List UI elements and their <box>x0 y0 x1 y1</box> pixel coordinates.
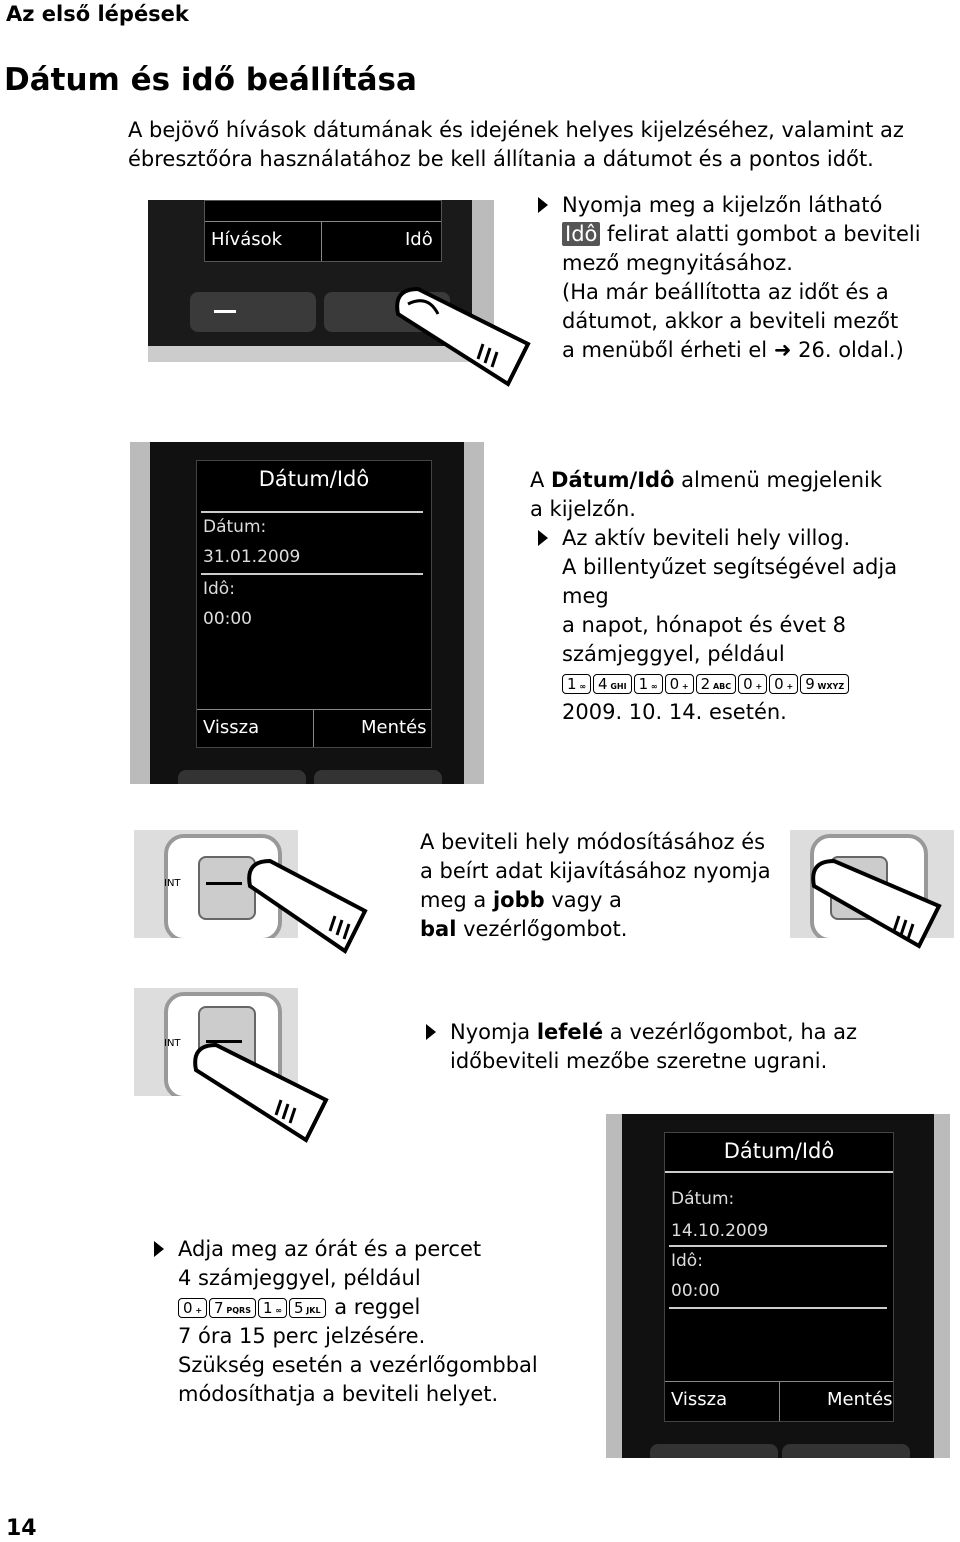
bullet-arrow-icon <box>154 1241 164 1257</box>
step2-instructions <box>530 524 950 727</box>
time-label: Idô: <box>671 1251 703 1271</box>
softkey-save-label: Mentés <box>827 1389 893 1410</box>
date-label: Dátum: <box>203 517 267 537</box>
text: meg a <box>420 888 493 912</box>
step5-text <box>178 1235 558 1409</box>
keypad-key: 0 + <box>178 1298 207 1318</box>
keypad-key: 0 + <box>665 674 694 694</box>
text: vezérlőgombot. <box>456 917 628 941</box>
bold-term: Dátum/Idô <box>551 468 675 492</box>
display-key-label: Idô <box>562 222 600 246</box>
keypad-key: 5 JKL <box>289 1298 326 1318</box>
phone-display <box>204 200 442 262</box>
step2-line: a kijelzőn. <box>530 497 636 521</box>
step5-line: a reggel <box>334 1295 421 1319</box>
step4-line: időbeviteli mezőbe szeretne ugrani. <box>450 1049 828 1073</box>
text: a vezérlőgombot, ha az <box>603 1020 858 1044</box>
bullet-arrow-icon <box>426 1024 436 1040</box>
step2-line: a napot, hónapot és évet 8 <box>562 613 846 637</box>
finger-press-icon <box>804 856 944 956</box>
step3-line <box>420 886 780 915</box>
keypad-key: 9 WXYZ <box>800 674 849 694</box>
keypad-key: 0 + <box>738 674 767 694</box>
bold-term: lefelé <box>536 1020 604 1044</box>
step1-note: dátumot, akkor a beviteli mezőt <box>562 309 899 333</box>
step5-line: módosíthatja a beviteli helyet. <box>178 1382 499 1406</box>
step3-line: A beviteli hely módosításához és <box>420 830 766 854</box>
softkey-back-label: Vissza <box>671 1389 728 1410</box>
time-label: Idô: <box>203 579 235 599</box>
softkey-back-label: Vissza <box>203 717 260 738</box>
keypad-key: 0 + <box>769 674 798 694</box>
softkey-save-label: Mentés <box>361 717 427 738</box>
finger-press-icon <box>240 856 370 966</box>
step5-line: Szükség esetén a vezérlőgombbal <box>178 1353 538 1377</box>
step1-text <box>562 191 942 365</box>
step1-line <box>562 220 942 249</box>
time-value: 00:00 <box>203 609 252 629</box>
softkey-left-label: Hívások <box>211 229 283 250</box>
step3-line <box>420 915 780 944</box>
date-value: 31.01.2009 <box>203 547 301 567</box>
step1-line-rest: felirat alatti gombot a beviteli <box>600 222 921 246</box>
date-label: Dátum: <box>671 1189 735 1209</box>
key-sequence-row <box>178 1293 558 1322</box>
step2-line: A billentyűzet segítségével adja meg <box>562 555 898 608</box>
int-label: INT <box>164 1038 181 1049</box>
step2-line <box>530 466 950 495</box>
step2-example: 2009. 10. 14. esetén. <box>562 700 787 724</box>
screen-title: Dátum/Idô <box>723 1139 835 1163</box>
page-title: Dátum és idő beállítása <box>4 62 417 98</box>
step2-line: számjeggyel, például <box>562 642 785 666</box>
step1-line: Nyomja meg a kijelzőn látható <box>562 193 883 217</box>
arrow-right-icon: ➜ <box>773 338 792 362</box>
note-text: a menüből érheti el <box>562 338 768 362</box>
step1-line: mező megnyitásához. <box>562 251 793 275</box>
phone-time-screen <box>606 1114 950 1458</box>
phone-date-screen <box>130 442 484 784</box>
display <box>664 1132 894 1422</box>
bullet-arrow-icon <box>538 530 548 546</box>
bullet-arrow-icon <box>538 197 548 213</box>
running-header: Az első lépések <box>6 2 189 26</box>
step5-line: 4 számjeggyel, például <box>178 1266 421 1290</box>
step4-line <box>450 1018 870 1047</box>
keypad-key: 2 ABC <box>696 674 737 694</box>
int-label: INT <box>164 878 181 889</box>
step4-text <box>450 1018 870 1076</box>
keypad-key: 4 GHI <box>593 674 632 694</box>
keypad-key: 7 PQRS <box>209 1298 256 1318</box>
step5-line: Adja meg az órát és a percet <box>178 1237 482 1261</box>
key-sequence <box>178 1295 328 1319</box>
text: almenü megjelenik <box>674 468 883 492</box>
page-reference: 26. oldal.) <box>798 338 904 362</box>
finger-press-icon <box>186 1040 336 1150</box>
keypad-key: 1 ∞ <box>258 1298 287 1318</box>
left-softkey[interactable] <box>190 292 316 332</box>
step3-line: a beírt adat kijavításához nyomja <box>420 859 771 883</box>
time-value: 00:00 <box>671 1281 720 1301</box>
intro-line: ébresztőóra használatához be kell állítania a dátumot és a pontos időt. <box>128 147 874 171</box>
page-number: 14 <box>6 1516 37 1541</box>
keypad-key: 1 ∞ <box>634 674 663 694</box>
step1-note <box>562 336 942 365</box>
date-value: 14.10.2009 <box>671 1221 769 1241</box>
screen-title: Dátum/Idô <box>258 467 370 491</box>
bold-term: bal <box>420 917 457 941</box>
step3-text <box>420 828 780 944</box>
key-sequence <box>562 669 950 698</box>
softkey-right-label: Idô <box>405 229 433 250</box>
keypad-key: 1 ∞ <box>562 674 591 694</box>
display <box>196 460 432 748</box>
step1-note: (Ha már beállította az időt és a <box>562 280 889 304</box>
step5-line: 7 óra 15 perc jelzésére. <box>178 1324 426 1348</box>
intro-line: A bejövő hívások dátumának és idejének helyes kijelzéséhez, valamint az <box>128 118 904 142</box>
text: vagy a <box>544 888 622 912</box>
intro-text <box>128 116 904 174</box>
step2-text <box>530 466 950 727</box>
finger-press-icon <box>388 284 538 404</box>
bold-term: jobb <box>492 888 545 912</box>
text: A <box>530 468 552 492</box>
text: Nyomja <box>450 1020 537 1044</box>
step2-bullet: Az aktív beviteli hely villog. <box>562 526 851 550</box>
